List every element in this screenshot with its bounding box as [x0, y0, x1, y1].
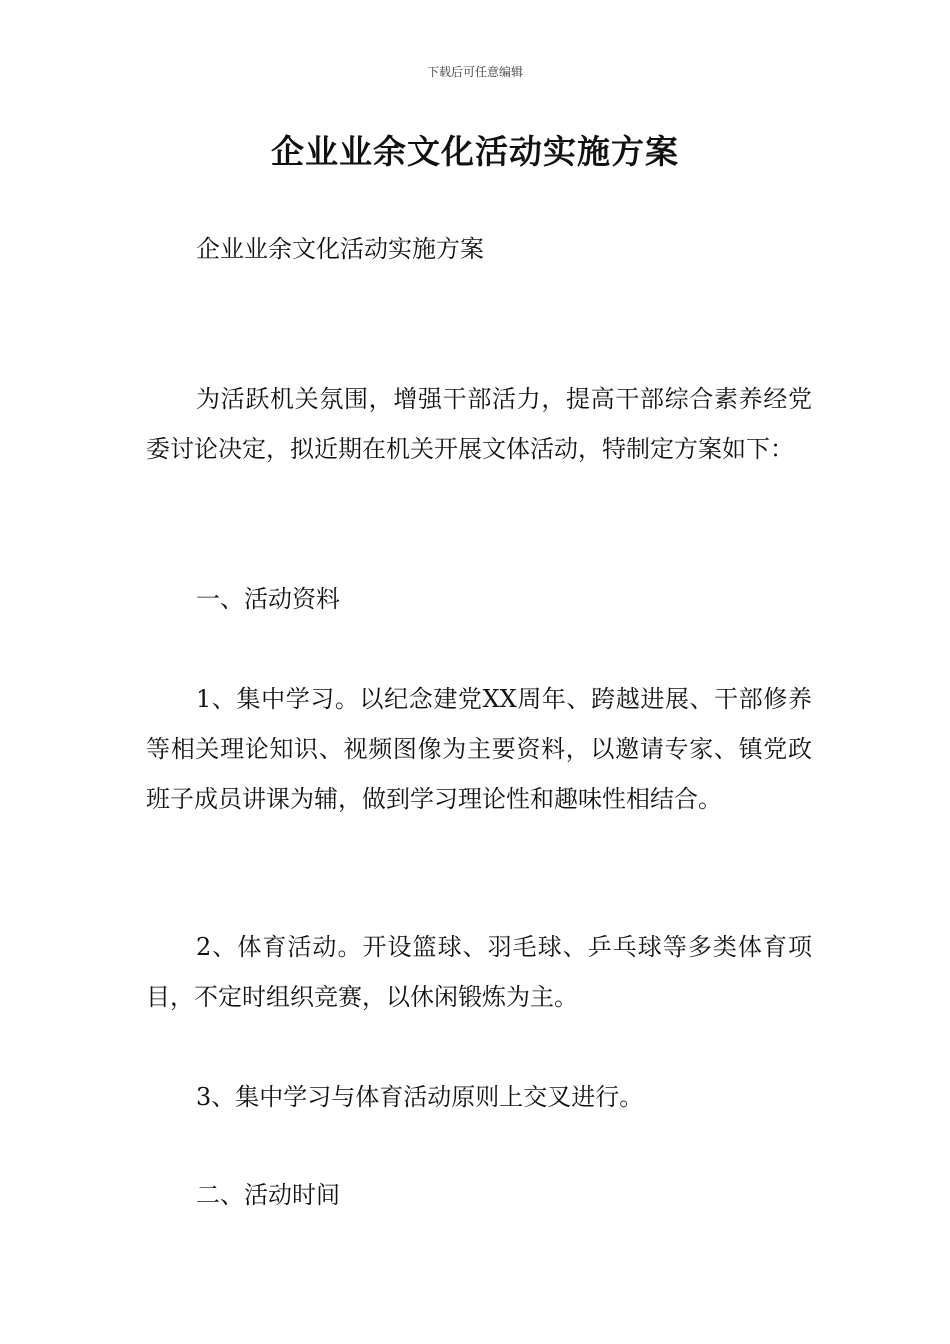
intro-paragraph: 为活跃机关氛围，增强干部活力，提高干部综合素养经党委讨论决定，拟近期在机关开展文体活动，特制定方案如下：	[146, 385, 812, 463]
item-3-paragraph: 3、集中学习与体育活动原则上交叉进行。	[196, 1083, 644, 1111]
document-title: 企业业余文化活动实施方案	[271, 132, 679, 171]
section-heading-activity-time: 二、活动时间	[196, 1181, 340, 1209]
section-heading-activity-content: 一、活动资料	[196, 585, 340, 613]
item-1-paragraph: 1、集中学习。以纪念建党XX周年、跨越进展、干部修养等相关理论知识、视频图像为主要资料，以邀请专家、镇党政班子成员讲课为辅，做到学习理论性和趣味性相结合。	[146, 685, 812, 813]
subtitle-paragraph: 企业业余文化活动实施方案	[196, 235, 484, 263]
page-header: 下载后可任意编辑	[426, 65, 523, 79]
item-2-paragraph: 2、体育活动。开设篮球、羽毛球、乒乓球等多类体育项目，不定时组织竞赛，以休闲锻炼为主。	[146, 933, 812, 1011]
